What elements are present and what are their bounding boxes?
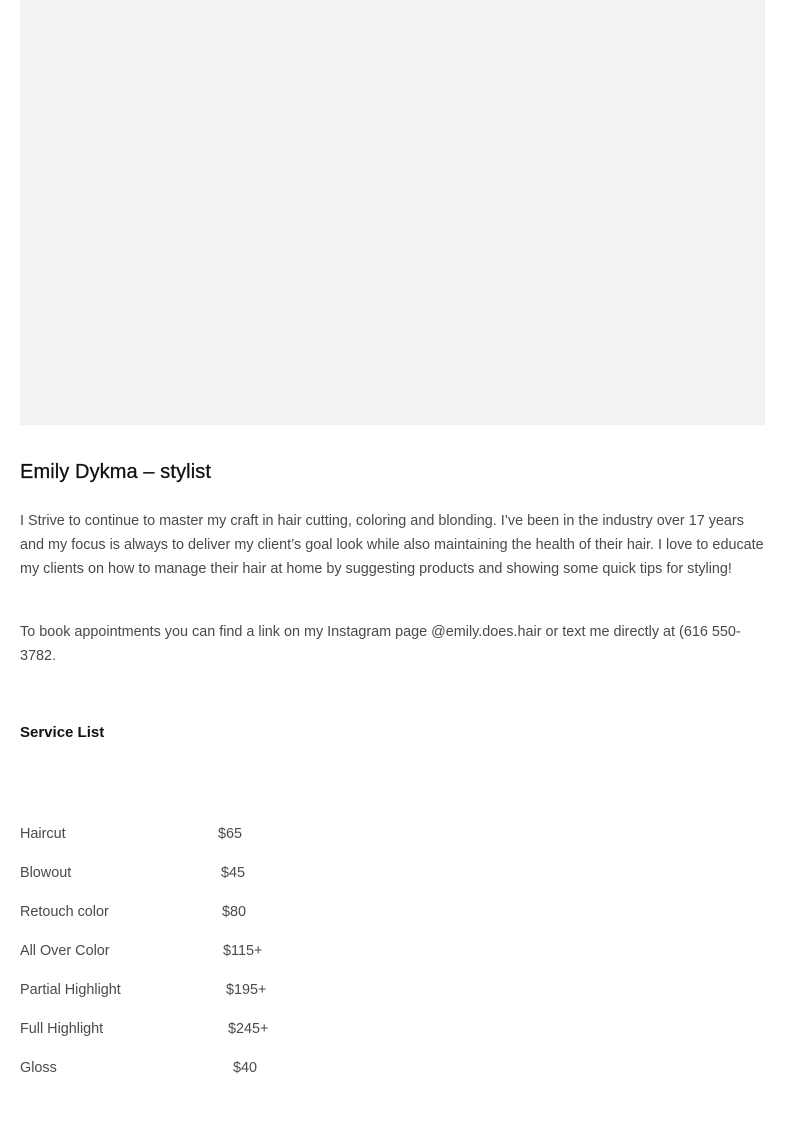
- service-name: Blowout: [20, 865, 72, 881]
- stylist-name-heading: Emily Dykma – stylist: [20, 461, 212, 483]
- service-price: $45: [221, 865, 246, 881]
- service-name: Retouch color: [20, 904, 109, 920]
- service-name: Gloss: [20, 1060, 57, 1076]
- stylist-bio: I Strive to continue to master my craft in hair cutting, coloring and blonding. I’ve been in the industry over 17 years and my focus is always to deliver my client’s goal look while also maintaining the health of their hair. I love to educate my clients on how to manage their hair at home by suggesting products and showing some quick tips for styling!: [20, 513, 764, 577]
- service-price: $115+: [223, 943, 263, 959]
- service-price: $245+: [228, 1021, 269, 1037]
- service-price: $40: [233, 1060, 258, 1076]
- service-price: $195+: [226, 982, 267, 998]
- service-name: All Over Color: [20, 943, 110, 959]
- booking-info: To book appointments you can find a link on my Instagram page @emily.does.hair or text me directly at (616 550-3782.: [20, 624, 741, 664]
- service-name: Haircut: [20, 826, 66, 842]
- service-list-heading: Service List: [20, 724, 105, 741]
- service-price: $65: [218, 826, 243, 842]
- stylist-photo: [20, 0, 765, 425]
- service-price: $80: [222, 904, 247, 920]
- service-name: Partial Highlight: [20, 982, 121, 998]
- service-name: Full Highlight: [20, 1021, 104, 1037]
